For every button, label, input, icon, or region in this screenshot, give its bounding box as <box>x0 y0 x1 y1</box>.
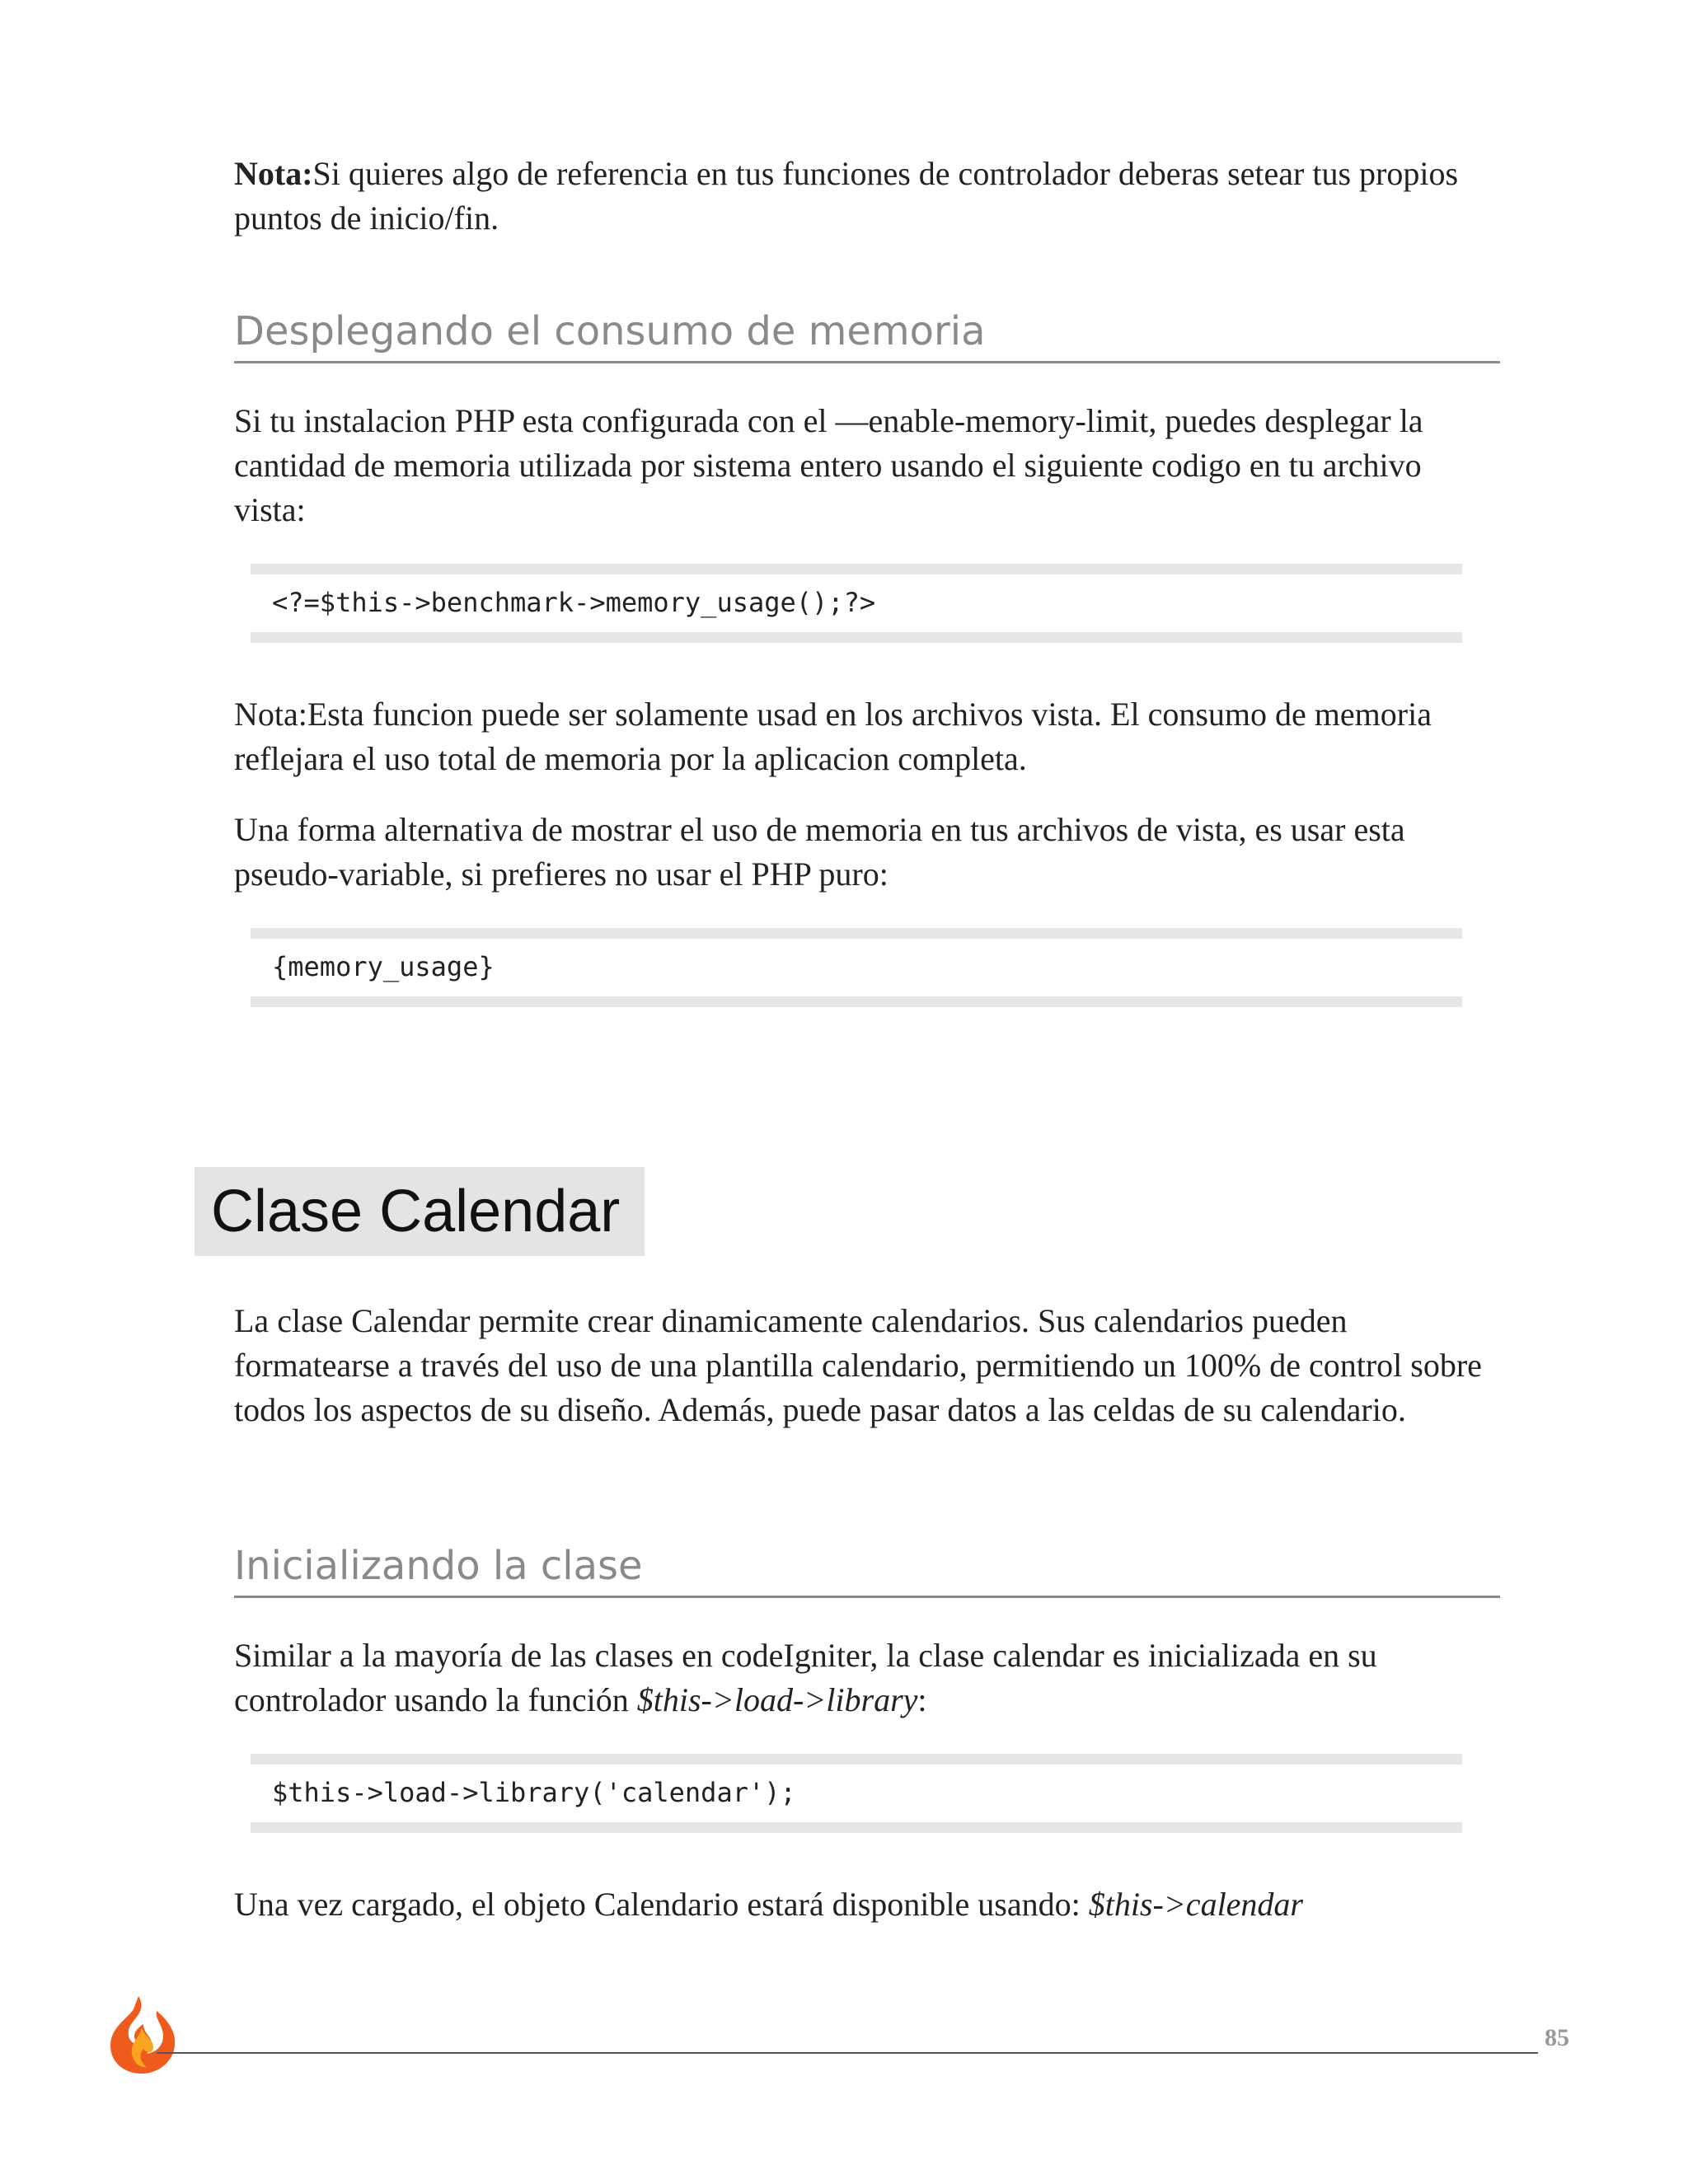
inline-code: $this->calendar <box>1088 1886 1303 1923</box>
code-block-load-library <box>251 1754 1462 1833</box>
memory-alt-paragraph: Una forma alternativa de mostrar el uso de memoria en tus archivos de vista, es usar esta pseudo-variable, si prefieres no usar el PHP puro: <box>234 811 1405 893</box>
chapter-title: Clase Calendar <box>195 1167 645 1256</box>
note-text: Si quieres algo de referencia en tus funciones de controlador deberas setear tus propios puntos de inicio/fin. <box>234 155 1459 237</box>
section-heading-init: Inicializando la clase <box>234 1540 1500 1598</box>
footer-divider <box>157 2052 1538 2054</box>
memory-intro-paragraph: Si tu instalacion PHP esta configurada con el —enable-memory-limit, puedes desplegar la cantidad de memoria utilizada por sistema entero usando el siguiente codigo en tu archivo vista: <box>234 402 1423 528</box>
note-paragraph <box>234 152 1500 241</box>
section-heading-memory: Desplegando el consumo de memoria <box>234 305 1500 363</box>
chapter-intro-paragraph: La clase Calendar permite crear dinamicamente calendarios. Sus calendarios pueden formatearse a través del uso de una plantilla calendario, permitiendo un 100% de control sobre todos los aspectos de su diseño. Además, puede pasar datos a las celdas de su calendario. <box>234 1302 1482 1428</box>
page-number: 85 <box>1545 2024 1569 2051</box>
code-line: <?=$this->benchmark->memory_usage();?> <box>272 587 876 618</box>
inline-code: $this->load->library <box>636 1681 918 1718</box>
codeigniter-flame-icon <box>106 1994 180 2077</box>
code-block-memory-usage <box>251 564 1462 643</box>
loaded-paragraph: Una vez cargado, el objeto Calendario estará disponible usando: $this->calendar <box>234 1886 1303 1923</box>
note-label: Nota: <box>234 155 313 192</box>
code-block-pseudo-variable <box>251 928 1462 1007</box>
init-paragraph: Similar a la mayoría de las clases en codeIgniter, la clase calendar es inicializada en su controlador usando la función $this->load->library: <box>234 1637 1377 1718</box>
memory-note-paragraph: Nota:Esta funcion puede ser solamente usad en los archivos vista. El consumo de memoria reflejara el uso total de memoria por la aplicacion completa. <box>234 696 1432 777</box>
code-line: $this->load->library('calendar'); <box>272 1777 796 1808</box>
code-line: {memory_usage} <box>272 951 495 982</box>
